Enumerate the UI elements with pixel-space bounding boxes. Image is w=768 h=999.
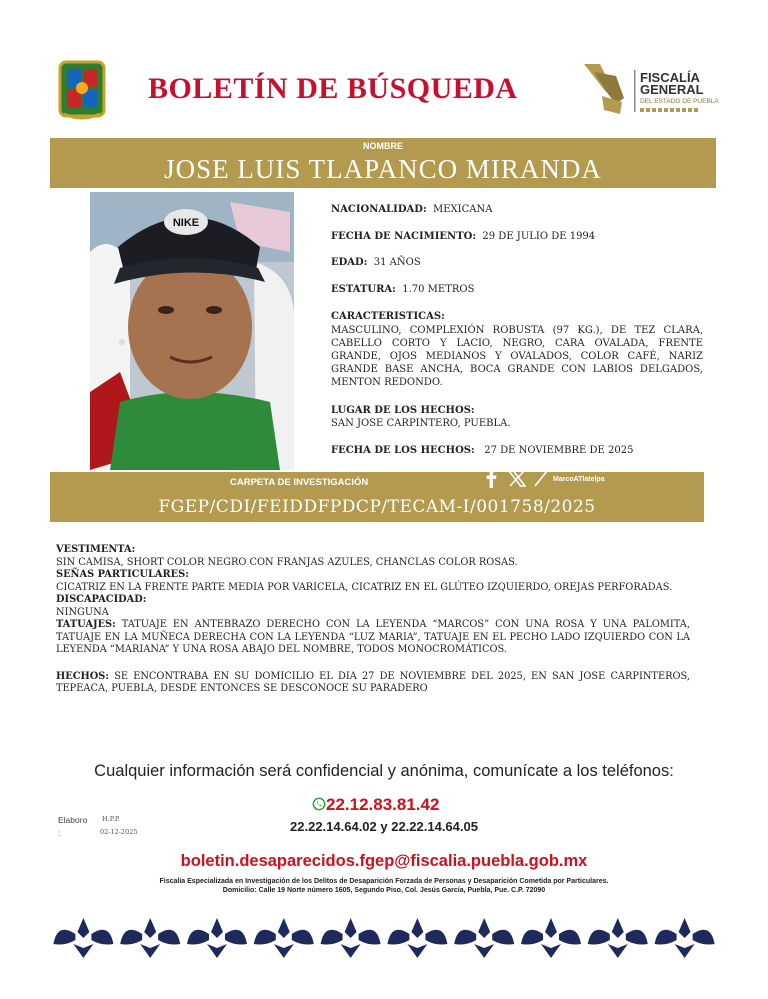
estatura-label: ESTATURA: [331,284,396,295]
fecha-nacimiento-label: FECHA DE NACIMIENTO: [331,231,477,242]
ornament-motif [187,918,247,958]
main-phone[interactable] [312,795,439,815]
estatura-value: 1.70 METROS [402,284,475,295]
fecha-hechos-value: 27 DE NOVIEMBRE DE 2025 [484,445,634,456]
social-handle: MarcoATlatelpa [553,476,605,483]
tatuajes-paragraph [56,619,690,657]
tatuajes-label: TATUAJES: [56,619,116,630]
discapacidad-value: NINGUNA [56,606,109,618]
elaboro-initials: H.P.P. [102,815,120,823]
hechos-value: SE ENCONTRABA EN SU DOMICILIO EL DIA 27 DE NOVIEMBRE DEL 2025, EN SAN JOSE CARPINTEROS, TEPEACA, PUEBLA, DESDE ENTONCES SE DESCONOCE SU PARADERO [56,670,690,694]
other-phones[interactable]: 22.22.14.64.02 y 22.22.14.64.05 [290,819,478,834]
vestimenta-value: SIN CAMISA, SHORT COLOR NEGRO CON FRANJAS AZULES, CHANCLAS COLOR ROSAS. [56,556,518,568]
agency-subtitle: DEL ESTADO DE PUEBLA [640,98,719,105]
senas-label: SEÑAS PARTICULARES: [56,569,189,580]
fecha-nacimiento-value: 29 DE JULIO DE 1994 [482,231,596,242]
lugar-label: LUGAR DE LOS HECHOS: [331,405,475,416]
carpeta-label: CARPETA DE INVESTIGACIÓN [230,477,369,488]
edad-row [331,257,421,268]
hechos-label: HECHOS: [56,670,110,682]
ornament-motif [588,918,648,958]
nacionalidad-row [331,204,492,215]
agency-name-line1: FISCALÍA [640,70,700,85]
puebla-crest-icon [58,60,106,120]
caracteristicas-label: CARACTERISTICAS: [331,311,445,322]
contact-call-to-action: Cualquier información será confidencial y anónima, comunícate a los teléfonos: [94,762,674,780]
x-icon [508,470,526,487]
carpeta-band [50,472,704,522]
office-name: Fiscalía Especializada en Investigación de los Delitos de Desaparición Forzada de Personas y Desaparición Cometida por Particulares. [159,878,609,885]
tatuajes-value: TATUAJE EN ANTEBRAZO DERECHO CON LA LEYENDA “MARCOS” CON UNA ROSA Y UNA PALOMITA, TATUAJE EN LA MUÑECA DERECHA CON LA LEYENDA “LUZ MARIA”, TATUAJE EN EL PECHO LADO IZQUIERDO CON LA LEYENDA “MARIANA” Y UNA ROSA ABAJO DEL NOMBRE, TODOS MONOCROMÁTICOS. [56,619,690,655]
page-title: BOLETÍN DE BÚSQUEDA [148,72,518,105]
discapacidad-label: DISCAPACIDAD: [56,594,147,605]
nacionalidad-value: MEXICANA [433,204,493,215]
ornament-motif [655,918,715,958]
name-band [50,138,716,188]
estatura-row [331,284,474,295]
nacionalidad-label: NACIONALIDAD: [331,204,427,215]
ornament-motif [387,918,447,958]
caracteristicas-value: MASCULINO, COMPLEXIÓN ROBUSTA (97 KG.), DE TEZ CLARA, CABELLO CORTO Y LACIO, NEGRO, CARA OVALADA, FRENTE GRANDE, OJOS MEDIANOS Y OVALADOS, COLOR CAFÉ, NARIZ GRANDE BASE ANCHA, BOCA GRANDE CON LABIOS DELGADOS, MENTON REDONDO. [331,325,703,388]
senas-value: CICATRIZ EN LA FRENTE PARTE MEDIA POR VARICELA, CICATRIZ EN EL GLÚTEO IZQUIERDO, OREJAS PERFORADAS. [56,581,673,593]
facebook-icon [484,468,498,488]
fecha-hechos-row [331,445,633,456]
edad-label: EDAD: [331,257,368,268]
main-phone-number: 22.12.83.81.42 [326,795,440,814]
slash-divider-icon [533,470,549,487]
carpeta-number: FGEP/CDI/FEIDDFPDCP/TECAM-I/001758/2025 [158,497,596,517]
fecha-hechos-label: FECHA DE LOS HECHOS: [331,445,475,456]
office-address: Domicilio: Calle 19 Norte número 1605, Segundo Piso, Col. Jesús García, Puebla, Pue. C.P. 72090 [222,887,546,894]
cap-logo-text: NIKE [172,217,200,229]
fecha-nacimiento-row [331,231,595,242]
ornament-motif [120,918,180,958]
missing-person-name: JOSE LUIS TLAPANCO MIRANDA [164,154,602,184]
name-label: NOMBRE [363,141,403,151]
ornament-motif [521,918,581,958]
whatsapp-icon [312,797,326,811]
hechos-paragraph [56,671,690,696]
contact-email[interactable]: boletin.desaparecidos.fgep@fiscalia.puebla.gob.mx [180,852,588,870]
lugar-value: SAN JOSE CARPINTERO, PUEBLA. [331,418,511,429]
elaboro-date: 02-12-2025 [100,828,138,836]
ornament-motif [321,918,381,958]
decorative-talavera-border [50,914,718,960]
vestimenta-label: VESTIMENTA: [56,544,136,555]
ornament-motif [454,918,514,958]
edad-value: 31 AÑOS [373,257,421,268]
elaboro-colon: : [58,828,61,838]
vestimenta-section [56,544,690,696]
elaboro-block [58,815,87,838]
ornament-motif [254,918,314,958]
elaboro-label: Elaboro [58,815,88,825]
missing-person-photo [90,192,294,470]
agency-name-line2: GENERAL [640,82,704,97]
ornament-motif [53,918,113,958]
